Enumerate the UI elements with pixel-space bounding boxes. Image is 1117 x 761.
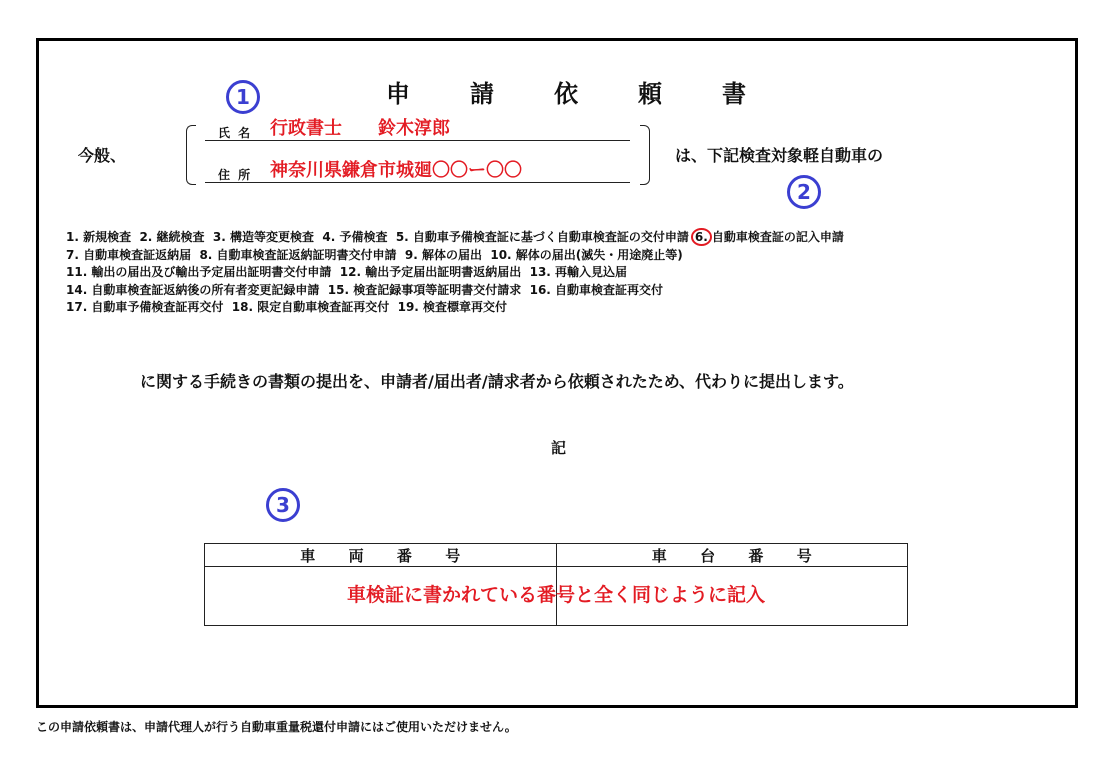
procedure-item: 15. 検査記録事項等証明書交付請求 bbox=[327, 282, 522, 297]
left-bracket bbox=[186, 125, 196, 185]
procedure-item: 11. 輸出の届出及び輸出予定届出証明書交付申請 bbox=[66, 265, 332, 279]
marker-2-icon bbox=[787, 175, 821, 209]
right-bracket bbox=[640, 125, 650, 185]
marker-label: 1 bbox=[236, 85, 250, 109]
vehicle-number-header bbox=[205, 544, 557, 567]
procedure-item: 13. 再輸入見込届 bbox=[529, 265, 628, 279]
procedure-item: 1. 新規検査 bbox=[66, 230, 132, 244]
procedure-item: 17. 自動車予備検査証再交付 bbox=[66, 300, 224, 314]
procedure-item: 12. 輸出予定届出証明書返納届出 bbox=[339, 265, 522, 279]
header-char: 両 bbox=[348, 546, 364, 565]
procedure-item: 16. 自動車検査証再交付 bbox=[529, 282, 664, 297]
selected-procedure-number: 6. bbox=[691, 228, 712, 246]
procedure-item: 3. 構造等変更検査 bbox=[212, 230, 314, 244]
name-field-label: 氏 名 bbox=[218, 126, 253, 140]
list-item bbox=[66, 299, 1066, 317]
procedure-item: 9. 解体の届出 bbox=[404, 247, 482, 262]
procedure-item: 5. 自動車予備検査証に基づく自動車検査証の交付申請 bbox=[395, 230, 689, 244]
procedure-item: 18. 限定自動車検査証再交付 bbox=[231, 300, 390, 314]
procedure-item: 7. 自動車検査証返納届 bbox=[66, 247, 192, 262]
intro-label: 今般、 bbox=[78, 146, 127, 165]
title-char: 頼 bbox=[638, 80, 662, 108]
procedure-item: 19. 検査標章再交付 bbox=[397, 300, 508, 314]
title-char: 申 bbox=[386, 80, 410, 108]
title-char: 請 bbox=[470, 80, 494, 108]
name-field-value[interactable]: 行政書士 鈴木淳郎 bbox=[270, 118, 450, 139]
list-item bbox=[66, 247, 1066, 265]
footnote: この申請依頼書は、申請代理人が行う自動車重量税還付申請にはご使用いただけません。 bbox=[36, 720, 517, 734]
procedure-item: 4. 予備検査 bbox=[322, 230, 388, 244]
procedure-item: 10. 解体の届出(滅失・用途廃止等) bbox=[490, 247, 683, 262]
procedure-item: 2. 継続検査 bbox=[139, 230, 205, 244]
procedure-item: 8. 自動車検査証返納証明書交付申請 bbox=[199, 247, 397, 262]
header-char: 車 bbox=[300, 546, 316, 565]
header-char: 号 bbox=[796, 546, 812, 565]
list-item bbox=[66, 264, 1066, 282]
header-char: 台 bbox=[700, 546, 716, 565]
page-title bbox=[386, 74, 746, 109]
subject-suffix: は、下記検査対象軽自動車の bbox=[675, 146, 884, 165]
marker-label: 3 bbox=[276, 493, 290, 517]
header-char: 番 bbox=[748, 546, 764, 565]
ki-label: 記 bbox=[551, 439, 567, 457]
header-char: 番 bbox=[396, 546, 412, 565]
list-item bbox=[66, 228, 1066, 247]
marker-3-icon bbox=[266, 488, 300, 522]
procedure-item: 14. 自動車検査証返納後の所有者変更記録申請 bbox=[66, 282, 320, 297]
title-char: 書 bbox=[722, 80, 746, 108]
marker-label: 2 bbox=[797, 180, 811, 204]
selected-procedure-label: 自動車検査証の記入申請 bbox=[711, 230, 844, 244]
header-char: 号 bbox=[445, 546, 461, 565]
procedure-list bbox=[66, 228, 1066, 317]
address-field-label: 住 所 bbox=[218, 168, 253, 182]
address-field-value[interactable]: 神奈川県鎌倉市城廻〇〇ー〇〇 bbox=[270, 160, 522, 181]
main-statement: に関する手続きの書類の提出を、申請者/届出者/請求者から依頼されたため、代わりに提出します。 bbox=[140, 372, 854, 391]
title-char: 依 bbox=[554, 80, 578, 108]
header-char: 車 bbox=[651, 546, 667, 565]
name-field-line bbox=[205, 140, 630, 141]
address-field-line bbox=[205, 182, 630, 183]
chassis-number-header bbox=[556, 544, 908, 567]
table-instruction-note: 車検証に書かれている番号と全く同じように記入 bbox=[346, 584, 765, 606]
list-item bbox=[66, 282, 1066, 300]
marker-1-icon bbox=[226, 80, 260, 114]
